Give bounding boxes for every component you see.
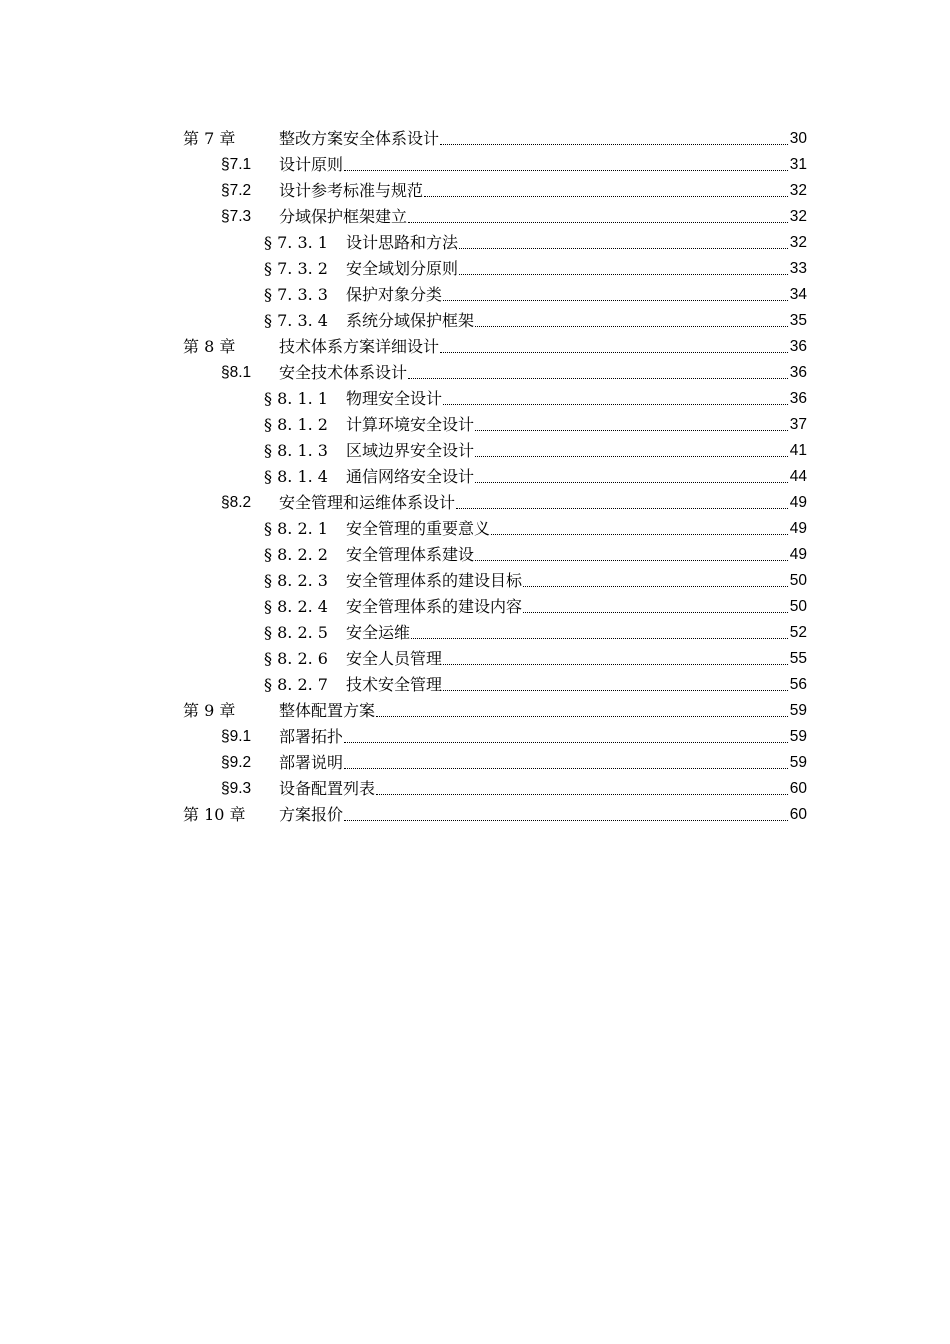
toc-dot-leader — [344, 724, 788, 743]
toc-entry[interactable] — [183, 412, 807, 438]
toc-entry-page-number: 60 — [789, 802, 807, 828]
toc-dot-leader — [376, 698, 788, 717]
toc-entry-title-wrap — [346, 516, 490, 542]
toc-entry-title: 技术安全管理 — [346, 675, 443, 694]
toc-dot-leader — [344, 750, 788, 769]
toc-dot-leader — [443, 672, 788, 691]
toc-entry[interactable] — [183, 256, 807, 282]
toc-entry[interactable] — [183, 698, 807, 724]
toc-entry[interactable] — [183, 542, 807, 568]
toc-dot-leader — [459, 256, 788, 275]
toc-entry-title-wrap — [279, 126, 439, 152]
toc-entry-title: 设计原则 — [279, 155, 344, 174]
toc-entry-number: §9.3 — [221, 780, 252, 797]
toc-entry-title: 保护对象分类 — [346, 285, 443, 304]
toc-entry-title-wrap — [346, 620, 410, 646]
toc-entry-title-wrap — [346, 594, 522, 620]
toc-dot-leader — [523, 568, 788, 587]
toc-dot-leader — [459, 230, 788, 249]
toc-entry-page-number: 32 — [789, 204, 807, 230]
toc-dot-leader — [491, 516, 788, 535]
toc-entry-number: § 7. 3. 1 — [264, 233, 328, 252]
toc-entry-page-number: 55 — [789, 646, 807, 672]
toc-entry[interactable] — [183, 152, 807, 178]
toc-dot-leader — [475, 542, 788, 561]
toc-entry[interactable] — [183, 126, 807, 152]
toc-dot-leader — [440, 126, 788, 145]
toc-entry[interactable] — [183, 334, 807, 360]
toc-entry[interactable] — [183, 282, 807, 308]
toc-entry-title: 计算环境安全设计 — [346, 415, 475, 434]
toc-entry-title: 通信网络安全设计 — [346, 467, 475, 486]
toc-dot-leader — [424, 178, 788, 197]
toc-entry-number: 第 10 章 — [183, 805, 246, 824]
toc-dot-leader — [344, 152, 788, 171]
toc-entry-number: §8.1 — [221, 364, 252, 381]
toc-entry-number: § 7. 3. 2 — [264, 259, 328, 278]
toc-entry[interactable] — [183, 438, 807, 464]
toc-entry[interactable] — [183, 230, 807, 256]
toc-entry-number: 第 9 章 — [183, 701, 236, 720]
toc-entry[interactable] — [183, 724, 807, 750]
toc-entry-page-number: 60 — [789, 776, 807, 802]
toc-entry[interactable] — [183, 386, 807, 412]
toc-entry-number: § 8. 1. 1 — [264, 389, 328, 408]
toc-dot-leader — [440, 334, 788, 353]
toc-entry-page-number: 50 — [789, 568, 807, 594]
toc-entry-title-wrap — [346, 256, 458, 282]
toc-entry-title-wrap — [279, 750, 343, 776]
toc-entry-number: §8.2 — [221, 494, 252, 511]
toc-entry-number: § 8. 2. 3 — [264, 571, 328, 590]
toc-entry-page-number: 50 — [789, 594, 807, 620]
toc-entry[interactable] — [183, 178, 807, 204]
toc-entry-title: 安全管理体系的建设目标 — [346, 571, 523, 590]
toc-entry-page-number: 37 — [789, 412, 807, 438]
toc-entry-title-wrap — [346, 230, 458, 256]
toc-entry-page-number: 44 — [789, 464, 807, 490]
toc-entry-title: 整改方案安全体系设计 — [279, 129, 440, 148]
toc-entry[interactable] — [183, 750, 807, 776]
toc-entry-page-number: 34 — [789, 282, 807, 308]
toc-entry-number: § 8. 2. 1 — [264, 519, 328, 538]
toc-entry-page-number: 41 — [789, 438, 807, 464]
toc-dot-leader — [456, 490, 788, 509]
toc-entry-title-wrap — [346, 282, 442, 308]
toc-entry-number: § 7. 3. 3 — [264, 285, 328, 304]
toc-entry-title: 安全管理体系建设 — [346, 545, 475, 564]
toc-dot-leader — [411, 620, 788, 639]
toc-dot-leader — [376, 776, 788, 795]
toc-dot-leader — [443, 386, 788, 405]
toc-entry[interactable] — [183, 672, 807, 698]
toc-entry-title-wrap — [279, 360, 407, 386]
toc-entry-title-wrap — [279, 152, 343, 178]
toc-dot-leader — [523, 594, 788, 613]
toc-dot-leader — [344, 802, 788, 821]
toc-entry-page-number: 59 — [789, 698, 807, 724]
toc-entry-page-number: 49 — [789, 516, 807, 542]
toc-entry-title: 设备配置列表 — [279, 779, 376, 798]
toc-entry-title: 设计参考标准与规范 — [279, 181, 424, 200]
toc-dot-leader — [443, 646, 788, 665]
toc-entry-title-wrap — [279, 334, 439, 360]
toc-entry-number: § 8. 1. 4 — [264, 467, 328, 486]
toc-entry-title-wrap — [279, 724, 343, 750]
toc-dot-leader — [408, 204, 788, 223]
toc-entry-title: 系统分域保护框架 — [346, 311, 475, 330]
toc-entry-title-wrap — [346, 646, 442, 672]
toc-entry[interactable] — [183, 204, 807, 230]
toc-entry-title-wrap — [346, 568, 522, 594]
toc-entry-number: 第 8 章 — [183, 337, 236, 356]
toc-entry-title: 安全管理体系的建设内容 — [346, 597, 523, 616]
toc-entry-page-number: 35 — [789, 308, 807, 334]
toc-entry-page-number: 32 — [789, 230, 807, 256]
toc-entry-title-wrap — [346, 308, 474, 334]
toc-entry-title: 设计思路和方法 — [346, 233, 459, 252]
toc-entry-title: 方案报价 — [279, 805, 344, 824]
toc-dot-leader — [408, 360, 788, 379]
toc-entry-page-number: 49 — [789, 542, 807, 568]
toc-entry-page-number: 33 — [789, 256, 807, 282]
toc-entry-title-wrap — [279, 698, 375, 724]
toc-entry-title: 区域边界安全设计 — [346, 441, 475, 460]
toc-entry-title: 技术体系方案详细设计 — [279, 337, 440, 356]
toc-entry-page-number: 59 — [789, 724, 807, 750]
toc-entry-title: 安全人员管理 — [346, 649, 443, 668]
toc-entry-title-wrap — [346, 412, 474, 438]
toc-entry[interactable] — [183, 516, 807, 542]
toc-entry-page-number: 30 — [789, 126, 807, 152]
toc-entry-page-number: 32 — [789, 178, 807, 204]
toc-entry-title-wrap — [346, 386, 442, 412]
toc-entry-page-number: 36 — [789, 334, 807, 360]
toc-entry-page-number: 36 — [789, 386, 807, 412]
toc-entry-number: § 7. 3. 4 — [264, 311, 328, 330]
toc-entry-title: 分域保护框架建立 — [279, 207, 408, 226]
toc-entry-number: § 8. 1. 2 — [264, 415, 328, 434]
toc-entry-number: §9.1 — [221, 728, 252, 745]
toc-entry[interactable] — [183, 464, 807, 490]
toc-entry-title-wrap — [279, 490, 455, 516]
toc-entry[interactable] — [183, 594, 807, 620]
toc-entry-page-number: 31 — [789, 152, 807, 178]
toc-entry[interactable] — [183, 308, 807, 334]
toc-entry[interactable] — [183, 490, 807, 516]
toc-entry-title: 部署说明 — [279, 753, 344, 772]
toc-entry-title-wrap — [346, 464, 474, 490]
toc-entry-page-number: 56 — [789, 672, 807, 698]
toc-entry-number: § 8. 2. 6 — [264, 649, 328, 668]
toc-dot-leader — [443, 282, 788, 301]
toc-entry-number: §7.1 — [221, 156, 252, 173]
toc-entry-title-wrap — [279, 178, 423, 204]
toc-entry-title: 安全管理和运维体系设计 — [279, 493, 456, 512]
toc-entry-number: § 8. 2. 2 — [264, 545, 328, 564]
toc-entry-number: § 8. 1. 3 — [264, 441, 328, 460]
toc-entry-number: §7.2 — [221, 182, 252, 199]
toc-entry-title-wrap — [279, 776, 375, 802]
toc-entry-number: § 8. 2. 7 — [264, 675, 328, 694]
toc-entry[interactable] — [183, 620, 807, 646]
toc-entry-page-number: 36 — [789, 360, 807, 386]
toc-entry-title: 安全技术体系设计 — [279, 363, 408, 382]
toc-entry-title: 部署拓扑 — [279, 727, 344, 746]
toc-entry-number: §9.2 — [221, 754, 252, 771]
toc-entry-number: § 8. 2. 5 — [264, 623, 328, 642]
toc-entry-title: 安全运维 — [346, 623, 411, 642]
toc-entry[interactable] — [183, 568, 807, 594]
toc-dot-leader — [475, 308, 788, 327]
toc-dot-leader — [475, 464, 788, 483]
toc-dot-leader — [475, 412, 788, 431]
toc-entry-page-number: 52 — [789, 620, 807, 646]
toc-entry-title-wrap — [346, 672, 442, 698]
toc-entry-title: 整体配置方案 — [279, 701, 376, 720]
toc-entry-number: §7.3 — [221, 208, 252, 225]
toc-entry-title-wrap — [279, 204, 407, 230]
toc-entry-page-number: 49 — [789, 490, 807, 516]
toc-entry-title-wrap — [279, 802, 343, 828]
toc-entry-title-wrap — [346, 438, 474, 464]
toc-entry[interactable] — [183, 646, 807, 672]
toc-entry[interactable] — [183, 360, 807, 386]
toc-entry-page-number: 59 — [789, 750, 807, 776]
toc-entry[interactable] — [183, 776, 807, 802]
toc-entry-number: § 8. 2. 4 — [264, 597, 328, 616]
toc-entry-title: 物理安全设计 — [346, 389, 443, 408]
toc-entry-title: 安全管理的重要意义 — [346, 519, 491, 538]
toc-entry-number: 第 7 章 — [183, 129, 236, 148]
toc-entry-title-wrap — [346, 542, 474, 568]
toc-entry-title: 安全域划分原则 — [346, 259, 459, 278]
toc-entry[interactable] — [183, 802, 807, 828]
table-of-contents — [183, 126, 807, 828]
toc-dot-leader — [475, 438, 788, 457]
